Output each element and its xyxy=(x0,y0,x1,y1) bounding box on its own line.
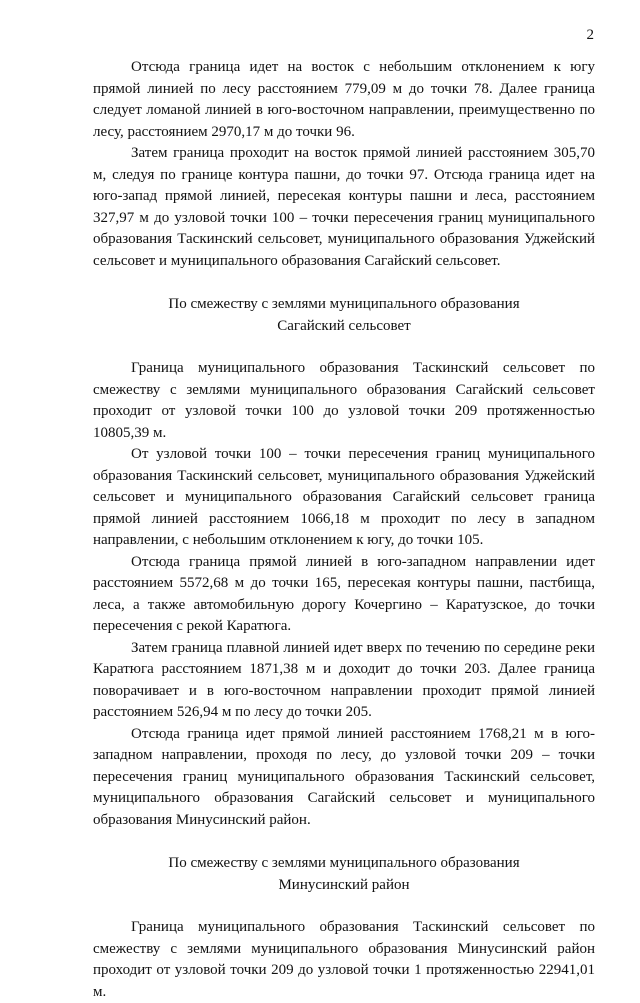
section-heading xyxy=(93,294,595,337)
section-boundary-continuation xyxy=(93,57,595,272)
paragraph: Затем граница плавной линией идет вверх по течению по середине реки Каратюга расстоянием 1871,38 м и доходит до точки 203. Далее граница поворачивает и в юго-восточном направлении проходит прямой линией расстоянием 526,94 м по лесу до точки 205. xyxy=(93,639,595,720)
paragraph: Отсюда граница идет на восток с небольшим отклонением к югу прямой линией по лесу расстоянием 779,09 м до точки 78. Далее граница следует ломаной линией в юго-восточном направлении, преимущественно по лесу, расстоянием 2970,17 м до точки 96. xyxy=(93,59,595,140)
document-body xyxy=(93,57,595,1003)
section-sagay xyxy=(93,294,595,831)
paragraph: Граница муниципального образования Таскинский сельсовет по смежеству с землями муниципального образования Минусинский район проходит от узловой точки 209 до узловой точки 1 протяженностью 22941,01 м. xyxy=(93,919,595,1000)
paragraph: Затем граница проходит на восток прямой линией расстоянием 305,70 м, следуя по границе контура пашни, до точки 97. Отсюда граница идет на юго-запад прямой линией, пересекая контуры пашни и леса, расстоянием 327,97 м до узловой точки 100 – точки пересечения границ муниципального образования Таскинский сельсовет, муниципального образования Уджейский сельсовет и муниципального образования Сагайский сельсовет. xyxy=(93,145,595,269)
paragraph: Отсюда граница прямой линией в юго-западном направлении идет расстоянием 5572,68 м до точки 165, пересекая контуры пашни, пастбища, леса, а также автомобильную дорогу Кочергино – Каратузское, до точки пересечения с рекой Каратюга. xyxy=(93,553,595,634)
section-heading-line: По смежеству с землями муниципального образования xyxy=(168,855,520,871)
paragraph: От узловой точки 100 – точки пересечения границ муниципального образования Таскинский сельсовет, муниципального образования Уджейский сельсовет и муниципального образования Сагайский сельсовет граница прямой линией расстоянием 1066,18 м проходит по лесу в западном направлении, с небольшим отклонением к югу, до точки 105. xyxy=(93,446,595,548)
section-minusinsk xyxy=(93,853,595,1003)
page-number: 2 xyxy=(586,27,594,43)
section-heading-line: Минусинский район xyxy=(278,876,410,893)
section-heading xyxy=(93,853,595,896)
section-heading-line: По смежеству с землями муниципального образования xyxy=(168,296,520,312)
paragraph: Отсюда граница идет прямой линией расстоянием 1768,21 м в юго-западном направлении, проходя по лесу, до узловой точки 209 – точки пересечения границ муниципального образования Таскинский сельсовет, муниципального образования Сагайский сельсовет и муниципального образования Минусинский район. xyxy=(93,725,595,828)
section-heading-line: Сагайский сельсовет xyxy=(277,317,411,334)
paragraph: Граница муниципального образования Таскинский сельсовет по смежеству с землями муниципального образования Сагайский сельсовет проходит от узловой точки 100 до узловой точки 209 протяженностью 10805,39 м. xyxy=(93,360,595,441)
